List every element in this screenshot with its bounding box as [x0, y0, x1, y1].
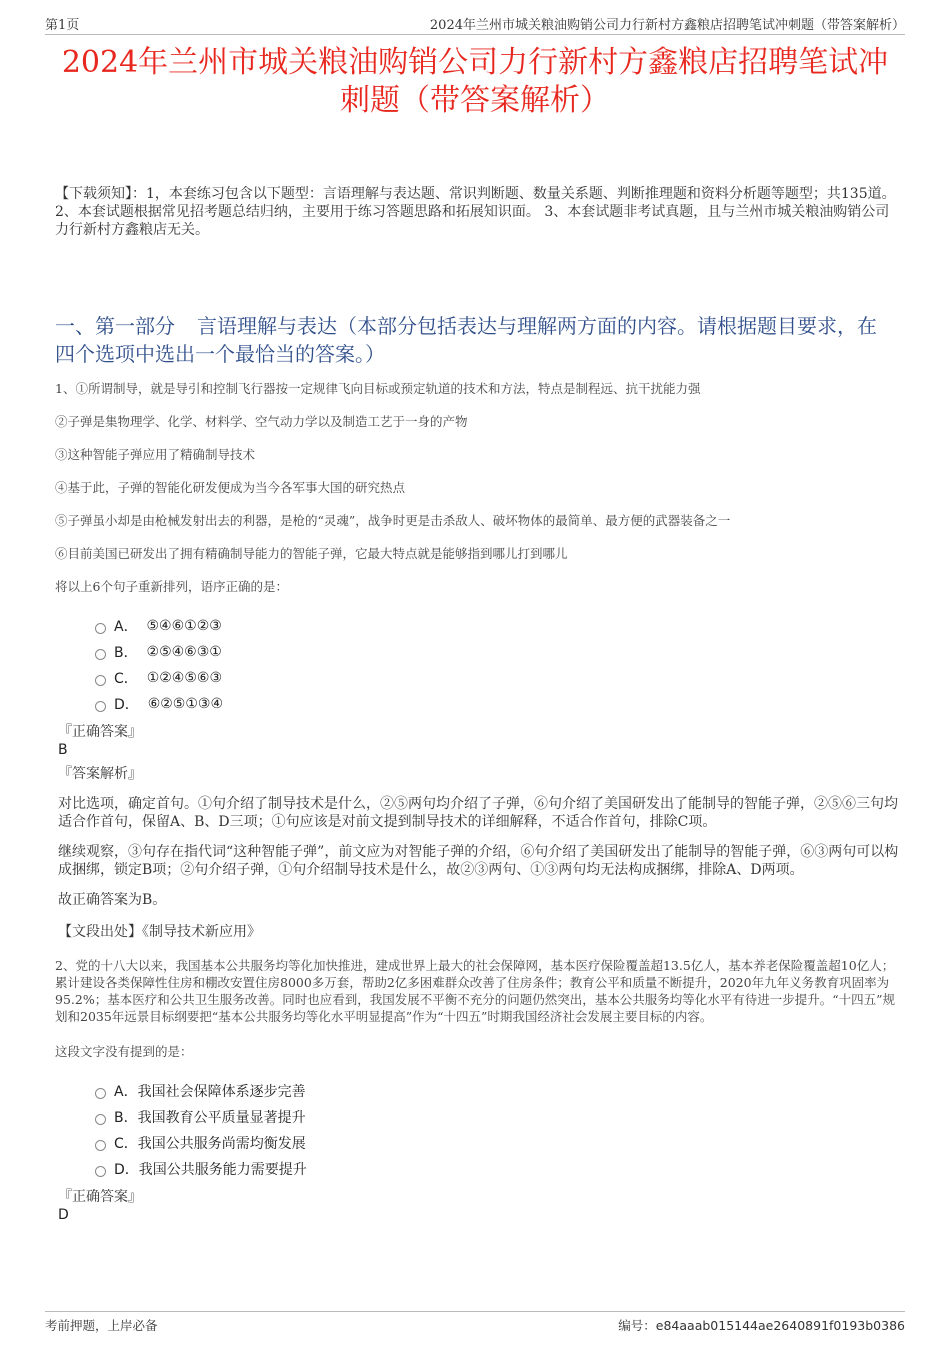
question-1-line: ⑥目前美国已研发出了拥有精确制导能力的智能子弹，它最大特点就是能够指到哪儿打到哪儿 — [55, 546, 568, 561]
option-text: ②⑤④⑥③① — [146, 644, 222, 660]
option-c[interactable] — [95, 665, 900, 691]
page-number: 第1页 — [45, 18, 80, 33]
option-d[interactable] — [95, 691, 900, 717]
option-b[interactable] — [95, 639, 900, 665]
radio-icon[interactable] — [95, 675, 106, 686]
header-title: 2024年兰州市城关粮油购销公司力行新村方鑫粮店招聘笔试冲刺题（带答案解析） — [429, 18, 905, 33]
analysis-paragraph: 故正确答案为B。 — [58, 892, 167, 908]
question-1-line: 1、①所谓制导，就是导引和控制飞行器按一定规律飞向目标或预定轨道的技术和方法，特点是制程远、抗干扰能力强 — [55, 381, 701, 396]
question-2-prompt: 这段文字没有提到的是： — [55, 1044, 193, 1059]
question-1-options — [95, 613, 900, 717]
page-header — [45, 10, 905, 35]
option-text: 我国公共服务能力需要提升 — [138, 1162, 307, 1178]
radio-icon[interactable] — [95, 701, 106, 712]
question-1-line: ③这种智能子弹应用了精确制导技术 — [55, 447, 256, 462]
section-heading — [55, 312, 895, 368]
analysis-paragraph: 继续观察，③句存在指代词“这种智能子弹”，前文应为对智能子弹的介绍，⑥句介绍了美国研发出了能制导的智能子弹，⑥③两句可以构成捆绑，锁定B项；②句介绍子弹，①句介绍制导技术是什么，故②③两句、①③两句均无法构成捆绑，排除A、D两项。 — [58, 844, 899, 878]
question-1 — [55, 380, 900, 941]
question-2 — [55, 957, 900, 1224]
radio-icon[interactable] — [95, 1140, 106, 1151]
radio-icon[interactable] — [95, 649, 106, 660]
footer-slogan: 考前押题，上岸必备 — [45, 1318, 158, 1333]
correct-answer-label: 『正确答案』 — [58, 1189, 142, 1205]
section-part: 一、第一部分 — [55, 314, 175, 338]
option-b[interactable] — [95, 1104, 900, 1130]
option-text: 我国教育公平质量显著提升 — [137, 1110, 306, 1126]
option-key: C． — [114, 671, 138, 687]
question-2-passage: 2、党的十八大以来，我国基本公共服务均等化加快推进，建成世界上最大的社会保障网，基本医疗保险覆盖超13.5亿人，基本养老保险覆盖超10亿人；累计建设各类保障性住房和棚改安置住房8000多万套，帮助2亿多困难群众改善了住房条件；教育公平和质量不断提升，2020年九年义务教育巩固率为95.2%；基本医疗和公共卫生服务改善。同时也应看到，我国发展不平衡不充分的问题仍然突出，基本公共服务均等化水平有待进一步提升。“十四五”规划和2035年远景目标纲要把“基本公共服务均等化水平明显提高”作为“十四五”时期我国经济社会发展主要目标的内容。 — [55, 958, 895, 1024]
option-key: D． — [114, 697, 139, 713]
option-text: ①②④⑤⑥③ — [146, 670, 222, 686]
radio-icon[interactable] — [95, 1114, 106, 1125]
document-title-line-1: 2024年兰州市城关粮油购销公司力行新村方鑫粮店招聘笔试冲 — [61, 45, 889, 80]
option-key: C． — [114, 1136, 138, 1152]
document-title-line-2: 刺题（带答案解析） — [340, 83, 610, 118]
question-1-line: ②子弹是集物理学、化学、材料学、空气动力学以及制造工艺于一身的产物 — [55, 414, 468, 429]
question-1-line: ⑤子弹虽小却是由枪械发射出去的利器，是枪的“灵魂”，战争时更是击杀敌人、破坏物体的最简单、最方便的武器装备之一 — [55, 513, 731, 528]
main-content — [55, 380, 900, 1224]
correct-answer: D — [58, 1207, 69, 1223]
footer-code-value: e84aaab015144ae2640891f0193b0386 — [655, 1318, 905, 1333]
analysis-label: 『答案解析』 — [58, 766, 142, 782]
question-2-options — [95, 1078, 900, 1182]
option-key: A． — [114, 1084, 138, 1100]
radio-icon[interactable] — [95, 1166, 106, 1177]
radio-icon[interactable] — [95, 623, 106, 634]
option-c[interactable] — [95, 1130, 900, 1156]
option-d[interactable] — [95, 1156, 900, 1182]
option-a[interactable] — [95, 613, 900, 639]
document-title — [50, 44, 900, 120]
radio-icon[interactable] — [95, 1088, 106, 1099]
correct-answer-label: 『正确答案』 — [58, 724, 142, 740]
section-title-text: 言语理解与表达（本部分包括表达与理解两方面的内容。请根据题目要求，在四个选项中选出一个最恰当的答案。） — [55, 314, 877, 366]
footer-code — [618, 1316, 905, 1334]
page-footer — [45, 1311, 905, 1336]
download-notice: 【下载须知】：1，本套练习包含以下题型：言语理解与表达题、常识判断题、数量关系题、判断推理题和资料分析题等题型；共135道。 2、本套试题根据常见招考题总结归纳，主要用于练习答题思路和拓展知识面。 3、本套试题非考试真题，且与兰州市城关粮油购销公司力行新村方鑫粮店无关。 — [55, 186, 896, 238]
option-key: A． — [114, 619, 138, 635]
analysis-paragraph: 对比选项，确定首句。①句介绍了制导技术是什么，②⑤两句均介绍了子弹，⑥句介绍了美国研发出了能制导的智能子弹，②⑤⑥三句均适合作首句，保留A、B、D三项；①句应该是对前文提到制导技术的详细解释，不适合作首句，排除C项。 — [58, 796, 898, 830]
option-text: 我国公共服务尚需均衡发展 — [137, 1136, 306, 1152]
footer-code-label: 编号： — [618, 1318, 656, 1333]
option-text: ⑤④⑥①②③ — [146, 618, 222, 634]
option-key: B． — [114, 645, 138, 661]
question-1-line: ④基于此，子弹的智能化研发便成为当今各军事大国的研究热点 — [55, 480, 406, 495]
option-a[interactable] — [95, 1078, 900, 1104]
correct-answer: B — [58, 742, 68, 758]
option-text: 我国社会保障体系逐步完善 — [137, 1084, 306, 1100]
question-1-prompt: 将以上6个句子重新排列，语序正确的是： — [55, 579, 288, 594]
option-text: ⑥②⑤①③④ — [147, 696, 223, 712]
passage-source: 【文段出处】《制导技术新应用》 — [58, 924, 261, 940]
option-key: B． — [114, 1110, 138, 1126]
option-key: D． — [114, 1162, 139, 1178]
